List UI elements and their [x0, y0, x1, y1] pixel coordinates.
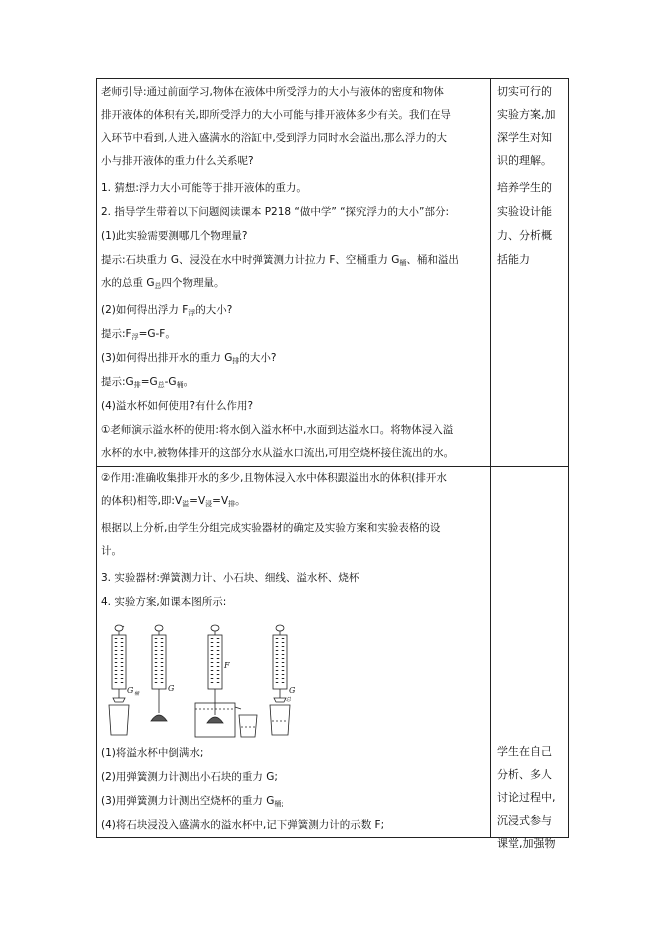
hint-2: 提示:F浮=G-F。 [101, 328, 176, 341]
lesson-plan-table [96, 78, 569, 850]
label-g-bucket: G [127, 686, 134, 695]
note-line: 分析、多人 [497, 768, 552, 781]
text-line: 老师引导:通过前面学习,物体在液体中所受浮力的大小与液体的密度和物体 [101, 86, 444, 98]
text-line: 4. 实验方案,如课本图所示: [101, 596, 227, 608]
label-f: F [224, 661, 230, 670]
experiment-figure [103, 623, 296, 741]
question-2: (2)如何得出浮力 F浮的大小? [101, 304, 233, 317]
text-line: 计。 [101, 545, 122, 557]
note-line: 课堂,加强物 [497, 837, 556, 850]
scale-with-bucket [109, 625, 129, 735]
note-line: 实验方案,加 [497, 108, 556, 121]
note-line: 力、分析概 [497, 229, 552, 242]
label-g-bucket-sub: 桶 [134, 691, 140, 697]
question-4: (4)溢水杯如何使用?有什么作用? [101, 400, 254, 412]
note-line: 深学生对知 [497, 131, 552, 144]
scale-with-bucket-and-water [270, 625, 290, 735]
label-g-total: G [289, 686, 296, 695]
demo-line-2: 水杯的水中,被物体排开的这部分水从溢水口流出,可用空烧杯接住流出的水。 [101, 447, 455, 459]
row-divider [97, 466, 568, 467]
use-line-2: 的体积)相等,即:V溢=V浸=V排。 [101, 495, 246, 508]
step-line: (1)将溢水杯中倒满水; [101, 747, 204, 759]
hint-1: 提示:石块重力 G、浸没在水中时弹簧测力计拉力 F、空桶重力 G桶、桶和溢出 [101, 254, 459, 267]
text-line: 根据以上分析,由学生分组完成实验器材的确定及实验方案和实验表格的设 [101, 522, 441, 534]
scale-with-stone [151, 625, 167, 721]
text-line: (1)此实验需要测哪几个物理量? [101, 230, 248, 242]
text-line: 小与排开液体的重力什么关系呢? [101, 155, 254, 167]
note-line: 括能力 [497, 253, 530, 266]
text-line: 入环节中看到,人进入盛满水的浴缸中,受到浮力同时水会溢出,那么浮力的大 [101, 132, 448, 144]
label-g-total-sub: 总 [286, 697, 292, 703]
demo-line-1: ①老师演示溢水杯的使用:将水倒入溢水杯中,水面到达溢水口。将物体浸入溢 [101, 424, 454, 436]
use-line-1: ②作用:准确收集排开水的多少,且物体浸入水中体积跟溢出水的体积(排开水 [101, 472, 447, 484]
hint-1-cont: 水的总重 G总四个物理量。 [101, 277, 225, 290]
note-line: 识的理解。 [497, 154, 552, 167]
column-divider [490, 79, 491, 837]
note-line: 培养学生的 [497, 181, 552, 194]
note-line: 沉浸式参与 [497, 814, 552, 827]
label-g: G [168, 684, 175, 693]
step-line: (2)用弹簧测力计测出小石块的重力 G; [101, 771, 278, 783]
text-line: 排开液体的体积有关,即所受浮力的大小可能与排开液体多少有关。我们在导 [101, 109, 451, 121]
scale-stone-in-overflow-cup [195, 625, 257, 737]
step-3: (3)用弹簧测力计测出空烧杯的重力 G桶; [101, 795, 284, 808]
note-line: 讨论过程中, [497, 791, 556, 804]
text-line: 2. 指导学生带着以下问题阅读课本 P218 “做中学” “探究浮力的大小”部分: [101, 206, 450, 218]
question-3: (3)如何得出排开水的重力 G排的大小? [101, 352, 277, 365]
note-line: 学生在自己 [497, 745, 552, 758]
step-4: (4)将石块浸没入盛满水的溢水杯中,记下弹簧测力计的示数 F; [101, 819, 385, 831]
note-line: 切实可行的 [497, 85, 552, 98]
text-line: 1. 猜想:浮力大小可能等于排开液体的重力。 [101, 182, 307, 194]
note-line: 实验设计能 [497, 205, 552, 218]
hint-3: 提示:G排=G总-G桶。 [101, 376, 195, 389]
text-line: 3. 实验器材:弹簧测力计、小石块、细线、溢水杯、烧杯 [101, 572, 360, 584]
